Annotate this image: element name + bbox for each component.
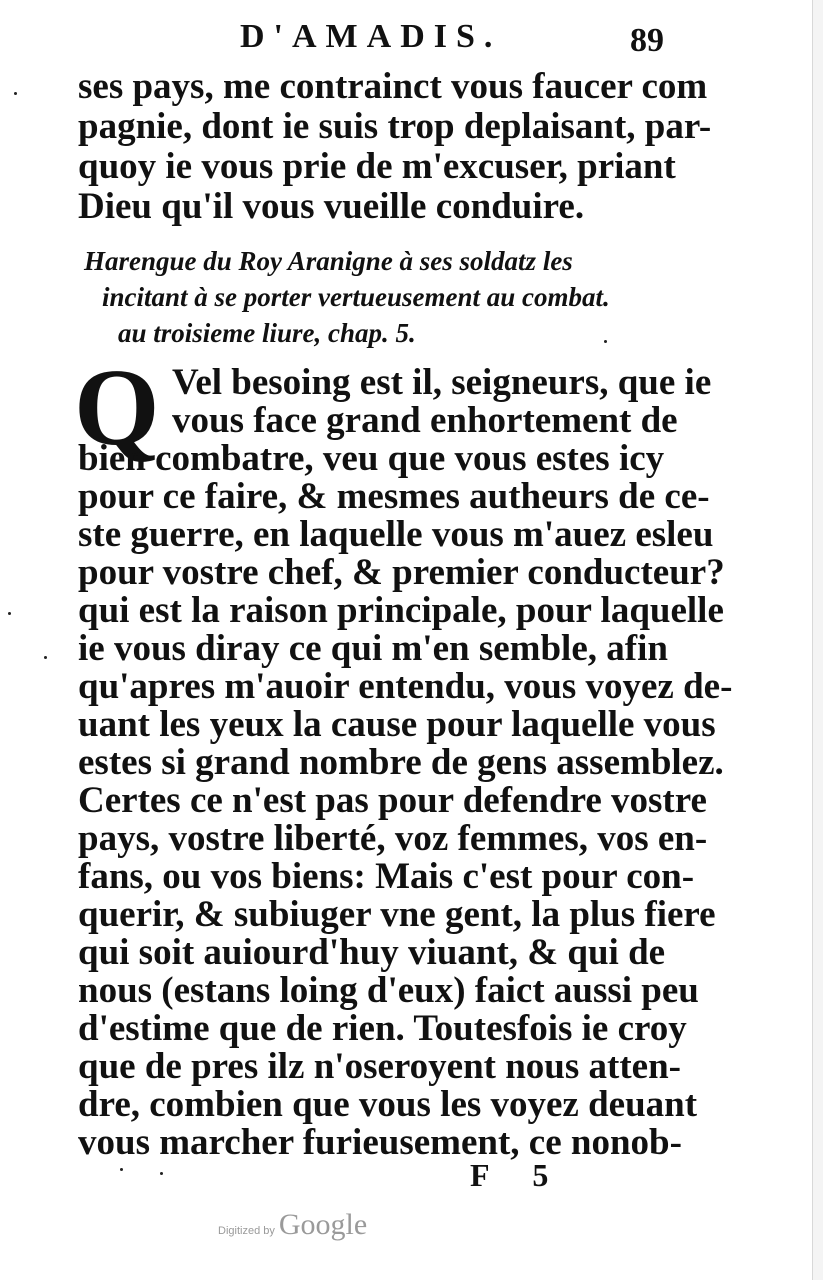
text-line: d'estime que de rien. Toutesfois ie croy — [78, 1008, 687, 1049]
text-line: nous (estans loing d'eux) faict aussi peu — [78, 970, 699, 1011]
signature-mark: F 5 — [470, 1157, 567, 1193]
text-line: dre, combien que vous les voyez deuant — [78, 1084, 698, 1125]
text-line: pays, vostre liberté, voz femmes, vos en- — [78, 818, 708, 859]
page-edge-shadow — [812, 0, 823, 1280]
drop-cap: Q — [74, 346, 160, 468]
page-number: 89 — [630, 22, 664, 59]
text-line: quoy ie vous prie de m'excuser, priant — [78, 146, 676, 187]
text-line: pour vostre chef, & premier conducteur? — [78, 552, 725, 593]
text-line: qu'apres m'auoir entendu, vous voyez de- — [78, 666, 733, 707]
ink-speck — [8, 612, 11, 615]
text-line: pour ce faire, & mesmes autheurs de ce- — [78, 476, 710, 517]
text-line: pagnie, dont ie suis trop deplaisant, par- — [78, 106, 712, 147]
watermark-brand-logo: Google — [278, 1208, 368, 1241]
ink-speck — [14, 92, 17, 95]
watermark-small-text: Digitized by — [218, 1225, 275, 1237]
ink-speck — [160, 1172, 163, 1175]
text-line: Certes ce n'est pas pour defendre vostre — [78, 780, 707, 821]
text-line: Vel besoing est il, seigneurs, que ie — [172, 362, 712, 403]
text-line: ste guerre, en laquelle vous m'auez esleu — [78, 514, 714, 555]
text-line: ses pays, me contrainct vous faucer com — [78, 66, 708, 107]
text-line: qui est la raison principale, pour laquelle — [78, 590, 724, 631]
ink-speck — [604, 340, 607, 343]
rubric-line: incitant à se porter vertueusement au combat. — [102, 282, 610, 312]
text-line: uant les yeux la cause pour laquelle vous — [78, 704, 716, 745]
text-line: que de pres ilz n'oseroyent nous atten- — [78, 1046, 681, 1087]
text-line: querir, & subiuger vne gent, la plus fiere — [78, 894, 716, 935]
text-line: vous face grand enhortement de — [172, 400, 678, 441]
rubric-line: Harengue du Roy Aranigne à ses soldatz les — [84, 246, 573, 276]
running-title: D'AMADIS. — [240, 18, 502, 55]
ink-speck — [120, 1168, 123, 1171]
text-line: Dieu qu'il vous vueille conduire. — [78, 186, 585, 227]
text-line: fans, ou vos biens: Mais c'est pour con- — [78, 856, 695, 897]
text-line: ie vous diray ce qui m'en semble, afin — [78, 628, 668, 669]
digitized-watermark — [218, 1208, 367, 1242]
text-line: qui soit auiourd'huy viuant, & qui de — [78, 932, 666, 973]
text-line: bien combatre, veu que vous estes icy — [78, 438, 665, 479]
text-line: estes si grand nombre de gens assemblez. — [78, 742, 724, 783]
rubric-line: au troisieme liure, chap. 5. — [118, 318, 416, 348]
ink-speck — [44, 656, 47, 659]
text-line: vous marcher furieusement, ce nonob- — [78, 1122, 682, 1163]
